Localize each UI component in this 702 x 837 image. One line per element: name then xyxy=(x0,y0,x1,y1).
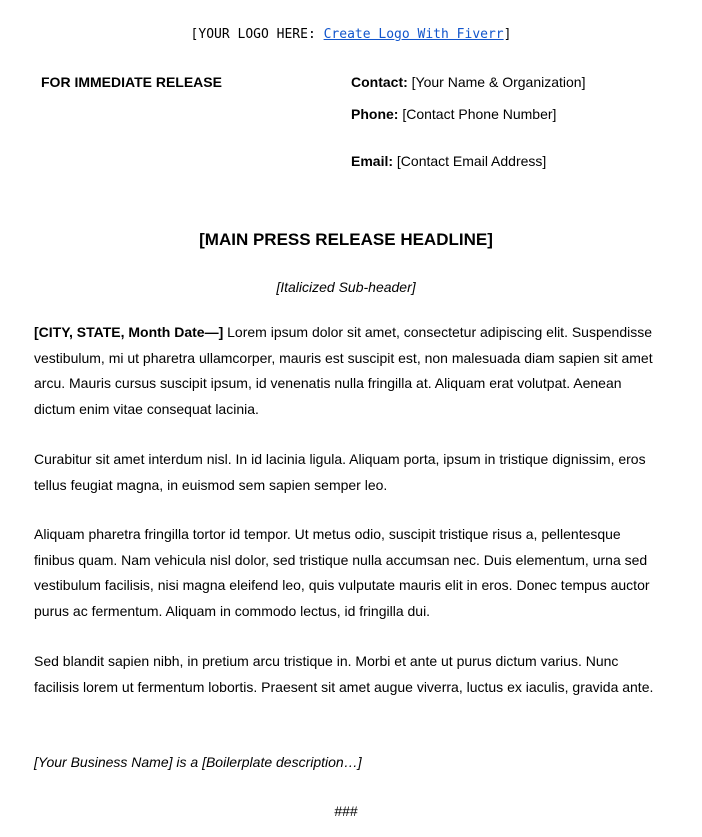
boilerplate-text: [Your Business Name] is a [Boilerplate description…] xyxy=(34,754,362,770)
phone-line xyxy=(351,106,556,123)
contact-label: Contact: xyxy=(351,74,408,90)
press-release-subheader: [Italicized Sub-header] xyxy=(276,279,416,295)
logo-placeholder xyxy=(0,27,702,43)
press-release-headline: [MAIN PRESS RELEASE HEADLINE] xyxy=(199,230,493,249)
phone-label: Phone: xyxy=(351,106,399,122)
contact-value: [Your Name & Organization] xyxy=(407,74,586,90)
email-line xyxy=(351,153,546,170)
email-label: Email: xyxy=(351,153,394,169)
end-mark: ### xyxy=(334,803,358,819)
immediate-release-label: FOR IMMEDIATE RELEASE xyxy=(41,74,222,90)
body-paragraph-4: Sed blandit sapien nibh, in pretium arcu tristique in. Morbi et ante ut purus dictum varius. Nunc facilisis lorem ut fermentum lobortis. Praesent sit amet augue viverra, luctus ex iaculis, gravida ante. xyxy=(34,653,654,695)
dateline: [CITY, STATE, Month Date—] xyxy=(34,324,224,340)
contact-line xyxy=(351,74,585,91)
paragraph-1-text: Lorem ipsum dolor sit amet, consectetur adipiscing elit. Suspendisse vestibulum, mi ut pharetra ullamcorper, mauris est suscipit est, non malesuada diam sapien sit amet arcu. Mauris cursus suscipit ipsum, id venenatis nulla fringilla at. Aliquam erat volutpat. Aenean dictum enim vitae consequat lacinia. xyxy=(34,324,653,417)
email-value: [Contact Email Address] xyxy=(393,153,547,169)
create-logo-link[interactable]: Create Logo With Fiverr xyxy=(323,27,504,42)
body-paragraph-3: Aliquam pharetra fringilla tortor id tempor. Ut metus odio, suscipit tristique risus a, pellentesque finibus quam. Nam vehicula nisl dolor, sed tristique nulla accumsan nec. Duis elementum, urna sed vestibulum facilisis, nisi magna eleifend leo, quis vulputate mauris elit in eros. Donec tempus auctor purus ac fermentum. Aliquam in commodo lectus, id fringilla dui. xyxy=(34,526,650,619)
body-paragraph-2: Curabitur sit amet interdum nisl. In id lacinia ligula. Aliquam porta, ipsum in tristique dignissim, eros tellus feugiat magna, in euismod sem sapien semper leo. xyxy=(34,451,646,493)
phone-value: [Contact Phone Number] xyxy=(398,106,557,122)
logo-prefix: [YOUR LOGO HERE: xyxy=(190,27,324,42)
logo-suffix: ] xyxy=(503,27,512,42)
body-paragraph-1 xyxy=(34,320,664,422)
